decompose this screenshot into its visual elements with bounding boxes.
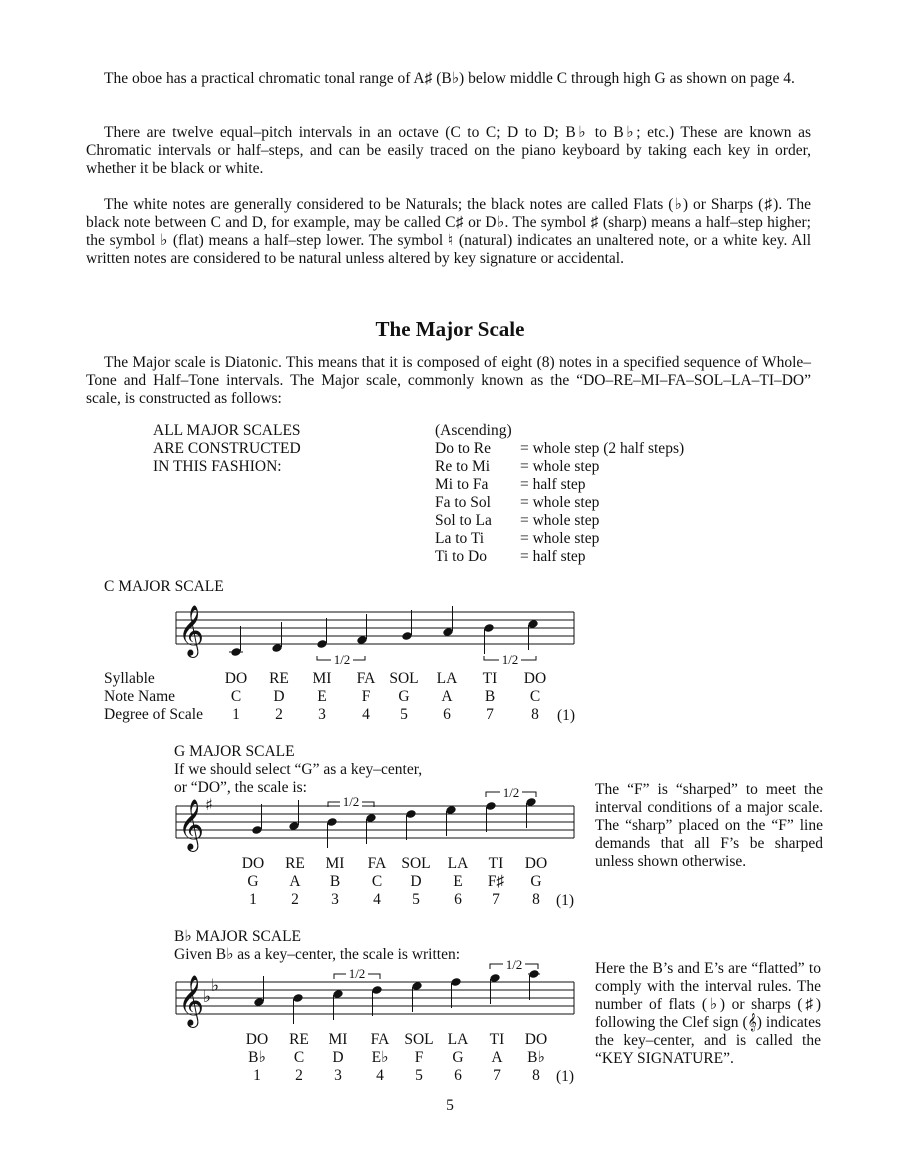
- note-g: [401, 610, 412, 641]
- treble-clef-icon: 𝄞: [178, 975, 205, 1026]
- g-scale-intro: If we should select “G” as a key–center, or “DO”, the scale is:: [174, 761, 423, 796]
- note-b: [326, 817, 337, 848]
- syllable-cell: FA: [370, 1031, 390, 1048]
- syllable-cell: LA: [436, 670, 458, 687]
- degree-cell: 1: [249, 891, 257, 908]
- syllable-cell: SOL: [404, 1031, 434, 1048]
- note-c: [365, 813, 376, 844]
- footnote-marker: (1): [557, 707, 576, 724]
- note-b: [483, 623, 494, 654]
- note-cell: B: [484, 688, 496, 705]
- degree-cell: 8: [532, 891, 540, 908]
- note-cell: F♯: [487, 873, 505, 890]
- note-cell: C: [529, 688, 541, 705]
- note-e-flat: [371, 985, 382, 1016]
- row-label-note-name: Note Name: [104, 688, 176, 705]
- degree-cell: 8: [531, 706, 539, 723]
- note-b-flat: [253, 976, 264, 1007]
- note-cell: B: [329, 873, 341, 890]
- note-cell: D: [332, 1049, 344, 1066]
- bb-major-staff: [170, 957, 580, 1032]
- syllable-cell: TI: [489, 1031, 505, 1048]
- note-g: [251, 804, 262, 835]
- bb-scale-intro: Given B♭ as a key–center, the scale is written:: [174, 946, 461, 963]
- treble-clef-icon: 𝄞: [178, 799, 205, 850]
- degree-cell: 7: [492, 891, 500, 908]
- intro-paragraph-3: The white notes are generally considered to be Naturals; the black notes are called Flats (♭) or Sharps (♯). The black note between C and D, for example, may be called C♯ or D♭. The symbol ♯ (sharp) means a half–step higher; the symbol ♭ (flat) means a half–step lower. The symbol ♮ (natural) indicates an unaltered note, or a white key. All written notes are considered to be natural unless altered by key signature or accidental.: [86, 196, 811, 267]
- note-g-high: [525, 797, 536, 828]
- syllable-cell: DO: [524, 1031, 548, 1048]
- note-e: [316, 618, 327, 649]
- page-number: 5: [446, 1097, 454, 1114]
- bb-scale-notes: [253, 969, 540, 1024]
- half-step-label: 1/2: [501, 652, 519, 667]
- note-cell: G: [452, 1049, 464, 1066]
- note-c: [292, 993, 303, 1024]
- note-cell: A: [491, 1049, 503, 1066]
- row-label-degree: Degree of Scale: [104, 706, 203, 723]
- major-scale-intro: The Major scale is Diatonic. This means that it is composed of eight (8) notes in a specified sequence of Whole–Tone and Half–Tone intervals. The Major scale, commonly known as the “DO–RE–MI–FA–SOL–LA–TI–DO” scale, is constructed as follows:: [86, 354, 811, 407]
- note-d: [271, 622, 282, 653]
- note-c-high: [527, 619, 538, 650]
- construction-left-text: ALL MAJOR SCALES ARE CONSTRUCTED IN THIS FASHION:: [153, 422, 301, 475]
- syllable-cell: TI: [488, 855, 504, 872]
- degree-cell: 6: [443, 706, 451, 723]
- degree-cell: 2: [275, 706, 283, 723]
- note-cell: D: [273, 688, 285, 705]
- degree-cell: 1: [253, 1067, 261, 1084]
- g-major-staff: [170, 786, 580, 856]
- syllable-cell: SOL: [401, 855, 431, 872]
- g-scale-title: G MAJOR SCALE: [174, 743, 295, 760]
- degree-cell: 3: [334, 1067, 342, 1084]
- flat-icon: ♭: [203, 987, 212, 1007]
- note-f-sharp: [485, 801, 496, 832]
- half-step-label: 1/2: [502, 785, 520, 800]
- intro-paragraph-2: There are twelve equal–pitch intervals in an octave (C to C; D to D; B♭ to B♭; etc.) These are known as Chromatic intervals or half–steps, and can be easily traced on the piano keyboard by taking each key in order, whether it be black or white.: [86, 124, 811, 177]
- note-a: [442, 606, 453, 637]
- g-scale-side-note: The “F” is “sharped” to meet the interval conditions of a major scale. The “sharp” placed on the “F” line demands that all F’s be sharped unless shown otherwise.: [595, 781, 823, 870]
- note-d: [405, 809, 416, 840]
- syllable-cell: RE: [269, 670, 289, 687]
- note-cell: G: [398, 688, 410, 705]
- degree-cell: 8: [532, 1067, 540, 1084]
- degree-cell: 4: [362, 706, 370, 723]
- note-b-flat-high: [528, 969, 540, 1000]
- intro-paragraph-1: The oboe has a practical chromatic tonal range of A♯ (B♭) below middle C through high G as shown on page 4.: [104, 70, 795, 87]
- half-step-label: 1/2: [505, 957, 523, 972]
- bb-scale-side-note: Here the B’s and E’s are “flatted” to comply with the interval rules. The number of flats (♭) or sharps (♯) following the Clef sign (𝄞) indicates the key–center, and is called the “KEY SIGNATURE”.: [595, 960, 821, 1067]
- sharp-icon: ♯: [205, 795, 213, 814]
- degree-cell: 1: [232, 706, 240, 723]
- note-cell: F: [414, 1049, 424, 1066]
- syllable-cell: SOL: [389, 670, 419, 687]
- c-scale-title: C MAJOR SCALE: [104, 578, 224, 595]
- row-label-syllable: Syllable: [104, 670, 155, 687]
- degree-cell: 7: [486, 706, 494, 723]
- syllable-cell: LA: [447, 855, 469, 872]
- syllable-cell: DO: [245, 1031, 269, 1048]
- footnote-marker: (1): [556, 892, 575, 909]
- note-e: [445, 805, 456, 836]
- note-cell: B♭: [527, 1049, 545, 1066]
- note-cell: F: [361, 688, 371, 705]
- note-cell: C: [371, 873, 383, 890]
- note-cell: E: [453, 873, 463, 890]
- syllable-cell: LA: [447, 1031, 469, 1048]
- degree-cell: 5: [415, 1067, 423, 1084]
- section-title: The Major Scale: [375, 317, 525, 341]
- note-cell: B♭: [248, 1049, 266, 1066]
- syllable-cell: DO: [524, 855, 548, 872]
- note-cell: D: [410, 873, 422, 890]
- degree-cell: 6: [454, 1067, 462, 1084]
- note-cell: G: [530, 873, 542, 890]
- note-f: [411, 981, 422, 1012]
- ascending-heading: (Ascending): [435, 422, 512, 439]
- degree-cell: 4: [373, 891, 381, 908]
- syllable-cell: MI: [328, 1031, 348, 1048]
- note-cell: C: [293, 1049, 305, 1066]
- syllable-cell: FA: [367, 855, 387, 872]
- note-a: [288, 800, 299, 831]
- degree-cell: 4: [376, 1067, 384, 1084]
- note-d: [332, 989, 343, 1020]
- syllable-cell: DO: [523, 670, 547, 687]
- flat-icon: ♭: [211, 976, 220, 996]
- note-cell: G: [247, 873, 259, 890]
- c-major-staff: [170, 600, 580, 675]
- degree-cell: 3: [318, 706, 326, 723]
- half-step-label: 1/2: [342, 794, 360, 809]
- half-step-label: 1/2: [348, 966, 366, 981]
- syllable-cell: FA: [356, 670, 376, 687]
- syllable-cell: RE: [289, 1031, 309, 1048]
- syllable-cell: RE: [285, 855, 305, 872]
- syllable-cell: MI: [312, 670, 332, 687]
- note-cell: A: [441, 688, 453, 705]
- syllable-cell: DO: [241, 855, 265, 872]
- note-cell: C: [230, 688, 242, 705]
- degree-cell: 2: [295, 1067, 303, 1084]
- note-cell: A: [289, 873, 301, 890]
- c-scale-notes: [230, 606, 538, 657]
- half-step-label: 1/2: [333, 652, 351, 667]
- syllable-cell: TI: [482, 670, 498, 687]
- treble-clef-icon: 𝄞: [178, 605, 205, 656]
- degree-cell: 5: [412, 891, 420, 908]
- degree-cell: 7: [493, 1067, 501, 1084]
- degree-cell: 2: [291, 891, 299, 908]
- syllable-cell: MI: [325, 855, 345, 872]
- degree-cell: 3: [331, 891, 339, 908]
- degree-cell: 6: [454, 891, 462, 908]
- note-a: [489, 973, 500, 1004]
- note-g: [450, 977, 461, 1008]
- syllable-cell: DO: [224, 670, 248, 687]
- note-cell: E: [317, 688, 327, 705]
- footnote-marker: (1): [556, 1068, 575, 1085]
- note-cell: E♭: [371, 1049, 389, 1066]
- note-c: [230, 626, 241, 657]
- degree-cell: 5: [400, 706, 408, 723]
- note-f: [356, 614, 367, 645]
- bb-scale-title: B♭ MAJOR SCALE: [174, 928, 302, 945]
